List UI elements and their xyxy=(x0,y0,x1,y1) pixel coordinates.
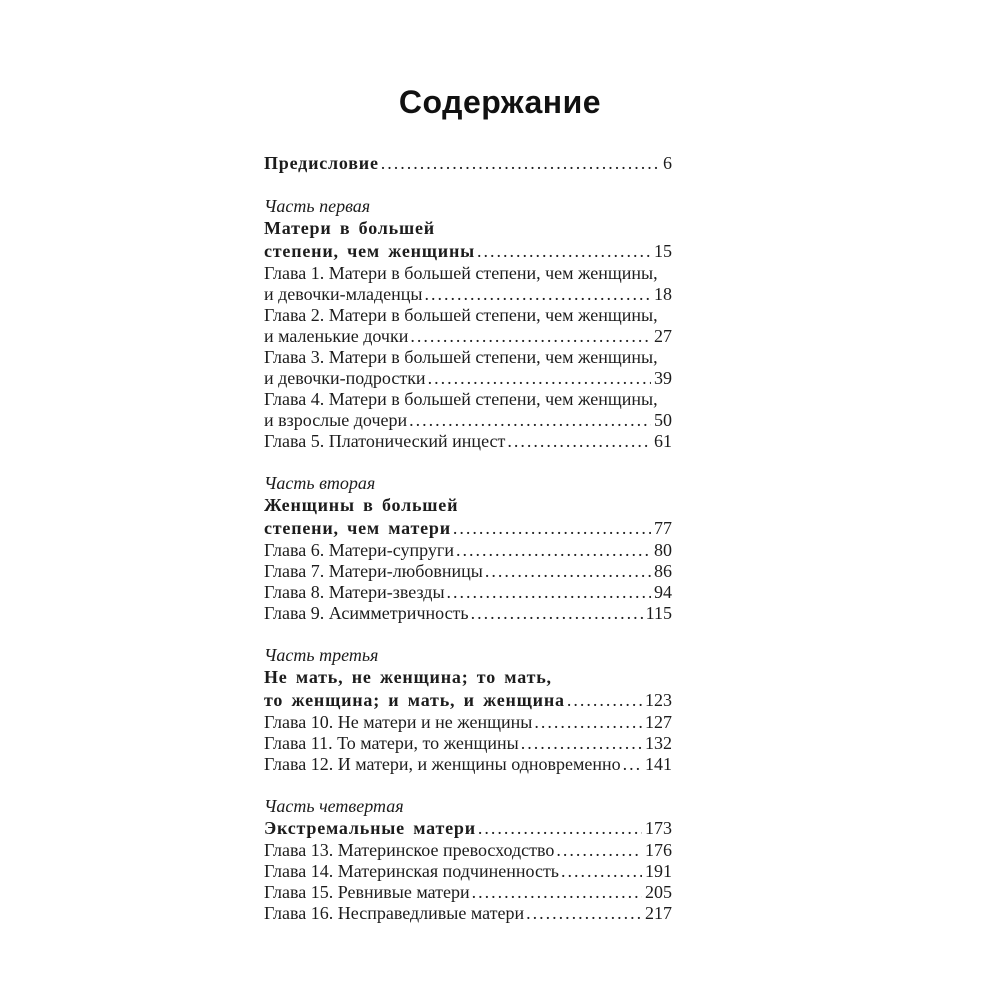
dot-leader xyxy=(410,326,651,347)
dot-leader xyxy=(521,733,642,754)
entry-text: то женщина; и мать, и женщина xyxy=(264,690,565,710)
entry-text: Предисловие xyxy=(264,153,379,173)
page-number: 77 xyxy=(654,518,672,538)
dot-leader xyxy=(453,517,651,540)
dot-leader xyxy=(534,712,642,733)
chapter-entry xyxy=(264,263,672,305)
page-number: 176 xyxy=(645,840,672,860)
dot-leader xyxy=(485,561,651,582)
part-label: Часть первая xyxy=(264,196,371,216)
entry-text: Глава 16. Несправедливые матери xyxy=(264,903,525,923)
entry-text: Глава 5. Платонический инцест xyxy=(264,431,506,451)
entry-text: Глава 9. Асимметричность xyxy=(264,603,469,623)
toc-line xyxy=(264,368,672,389)
page-number: 50 xyxy=(654,410,672,430)
dot-leader xyxy=(409,410,651,431)
page-number: 86 xyxy=(654,561,672,581)
page-number: 61 xyxy=(654,431,672,451)
chapter-entry xyxy=(264,882,672,903)
toc-line xyxy=(264,152,672,175)
entry-text: и взрослые дочери xyxy=(264,410,408,430)
part-label: Часть третья xyxy=(264,645,379,665)
dot-leader xyxy=(507,431,651,452)
chapter-entry xyxy=(264,389,672,431)
entry-text: Глава 15. Ревнивые матери xyxy=(264,882,470,902)
section-heading-entry xyxy=(264,817,672,840)
chapter-entry xyxy=(264,733,672,754)
toc-block xyxy=(264,473,672,624)
chapter-entry xyxy=(264,305,672,347)
chapter-entry xyxy=(264,347,672,389)
page-number: 205 xyxy=(645,882,672,902)
toc-line xyxy=(264,494,672,517)
page-number: 173 xyxy=(645,818,672,838)
dot-leader xyxy=(381,152,660,175)
entry-text: Женщины в большей xyxy=(264,495,459,515)
entry-text: Глава 1. Матери в большей степени, чем женщины, xyxy=(264,263,658,283)
entry-text: Матери в большей xyxy=(264,218,435,238)
page-number: 80 xyxy=(654,540,672,560)
entry-text: Не мать, не женщина; то мать, xyxy=(264,667,552,687)
toc-line xyxy=(264,540,672,561)
page-number: 39 xyxy=(654,368,672,388)
entry-text: Глава 11. То матери, то женщины xyxy=(264,733,519,753)
page-number: 132 xyxy=(645,733,672,753)
entry-text: и девочки-подростки xyxy=(264,368,426,388)
part-label: Часть четвертая xyxy=(264,796,404,816)
toc-line xyxy=(264,882,672,903)
section-heading-entry xyxy=(264,217,672,263)
page-number: 123 xyxy=(645,690,672,710)
toc-line xyxy=(264,861,672,882)
toc-line xyxy=(264,817,672,840)
page-number: 18 xyxy=(654,284,672,304)
entry-text: Глава 14. Материнская подчиненность xyxy=(264,861,560,881)
toc-line xyxy=(264,431,672,452)
entry-text: и маленькие дочки xyxy=(264,326,409,346)
chapter-entry xyxy=(264,712,672,733)
toc-line xyxy=(264,389,672,410)
toc-block xyxy=(264,796,672,924)
entry-text: Глава 3. Матери в большей степени, чем женщины, xyxy=(264,347,658,367)
dot-leader xyxy=(477,240,651,263)
toc-line xyxy=(264,733,672,754)
page-number: 141 xyxy=(645,754,672,774)
entry-text: степени, чем женщины xyxy=(264,241,475,261)
dot-leader xyxy=(567,689,642,712)
toc-line xyxy=(264,582,672,603)
toc-line xyxy=(264,305,672,326)
dot-leader xyxy=(561,861,642,882)
toc-line xyxy=(264,410,672,431)
page-number: 115 xyxy=(645,603,672,623)
dot-leader xyxy=(623,754,642,775)
chapter-entry xyxy=(264,540,672,561)
page-title: Содержание xyxy=(398,84,602,120)
toc-block xyxy=(264,196,672,452)
dot-leader xyxy=(472,882,642,903)
entry-text: и девочки-младенцы xyxy=(264,284,423,304)
chapter-entry xyxy=(264,861,672,882)
dot-leader xyxy=(456,540,651,561)
page-number: 27 xyxy=(654,326,672,346)
entry-text: Глава 7. Матери-любовницы xyxy=(264,561,483,581)
page-number: 217 xyxy=(645,903,672,923)
entry-text: Глава 10. Не матери и не женщины xyxy=(264,712,533,732)
toc-line xyxy=(264,263,672,284)
toc-line xyxy=(264,754,672,775)
part-label: Часть вторая xyxy=(264,473,376,493)
toc-line xyxy=(264,517,672,540)
chapter-entry xyxy=(264,903,672,924)
entry-text: Экстремальные матери xyxy=(264,818,476,838)
dot-leader xyxy=(424,284,651,305)
toc-line xyxy=(264,603,672,624)
section-heading-entry xyxy=(264,494,672,540)
dot-leader xyxy=(447,582,651,603)
page-number: 127 xyxy=(645,712,672,732)
entry-text: степени, чем матери xyxy=(264,518,451,538)
section-heading-entry xyxy=(264,152,672,175)
toc-line xyxy=(264,326,672,347)
chapter-entry xyxy=(264,561,672,582)
toc-line xyxy=(264,284,672,305)
toc-line xyxy=(264,689,672,712)
chapter-entry xyxy=(264,603,672,624)
page-number: 191 xyxy=(645,861,672,881)
toc-line xyxy=(264,347,672,368)
toc-list xyxy=(264,152,672,924)
entry-text: Глава 12. И матери, и женщины одновременно xyxy=(264,754,621,774)
toc-line xyxy=(264,840,672,861)
dot-leader xyxy=(526,903,642,924)
entry-text: Глава 6. Матери-супруги xyxy=(264,540,454,560)
toc-block xyxy=(264,645,672,775)
toc-line xyxy=(264,666,672,689)
toc-block xyxy=(264,152,672,175)
entry-text: Глава 4. Матери в большей степени, чем женщины, xyxy=(264,389,658,409)
chapter-entry xyxy=(264,582,672,603)
page-number: 15 xyxy=(654,241,672,261)
entry-text: Глава 13. Материнское превосходство xyxy=(264,840,555,860)
page-number: 94 xyxy=(654,582,672,602)
section-heading-entry xyxy=(264,666,672,712)
toc-line xyxy=(264,240,672,263)
dot-leader xyxy=(478,817,642,840)
chapter-entry xyxy=(264,431,672,452)
toc-line xyxy=(264,712,672,733)
dot-leader xyxy=(556,840,642,861)
chapter-entry xyxy=(264,754,672,775)
chapter-entry xyxy=(264,840,672,861)
toc-line xyxy=(264,903,672,924)
page-number: 6 xyxy=(663,153,672,173)
toc-line xyxy=(264,217,672,240)
dot-leader xyxy=(428,368,651,389)
entry-text: Глава 2. Матери в большей степени, чем женщины, xyxy=(264,305,658,325)
entry-text: Глава 8. Матери-звезды xyxy=(264,582,445,602)
toc-line xyxy=(264,561,672,582)
dot-leader xyxy=(471,603,643,624)
